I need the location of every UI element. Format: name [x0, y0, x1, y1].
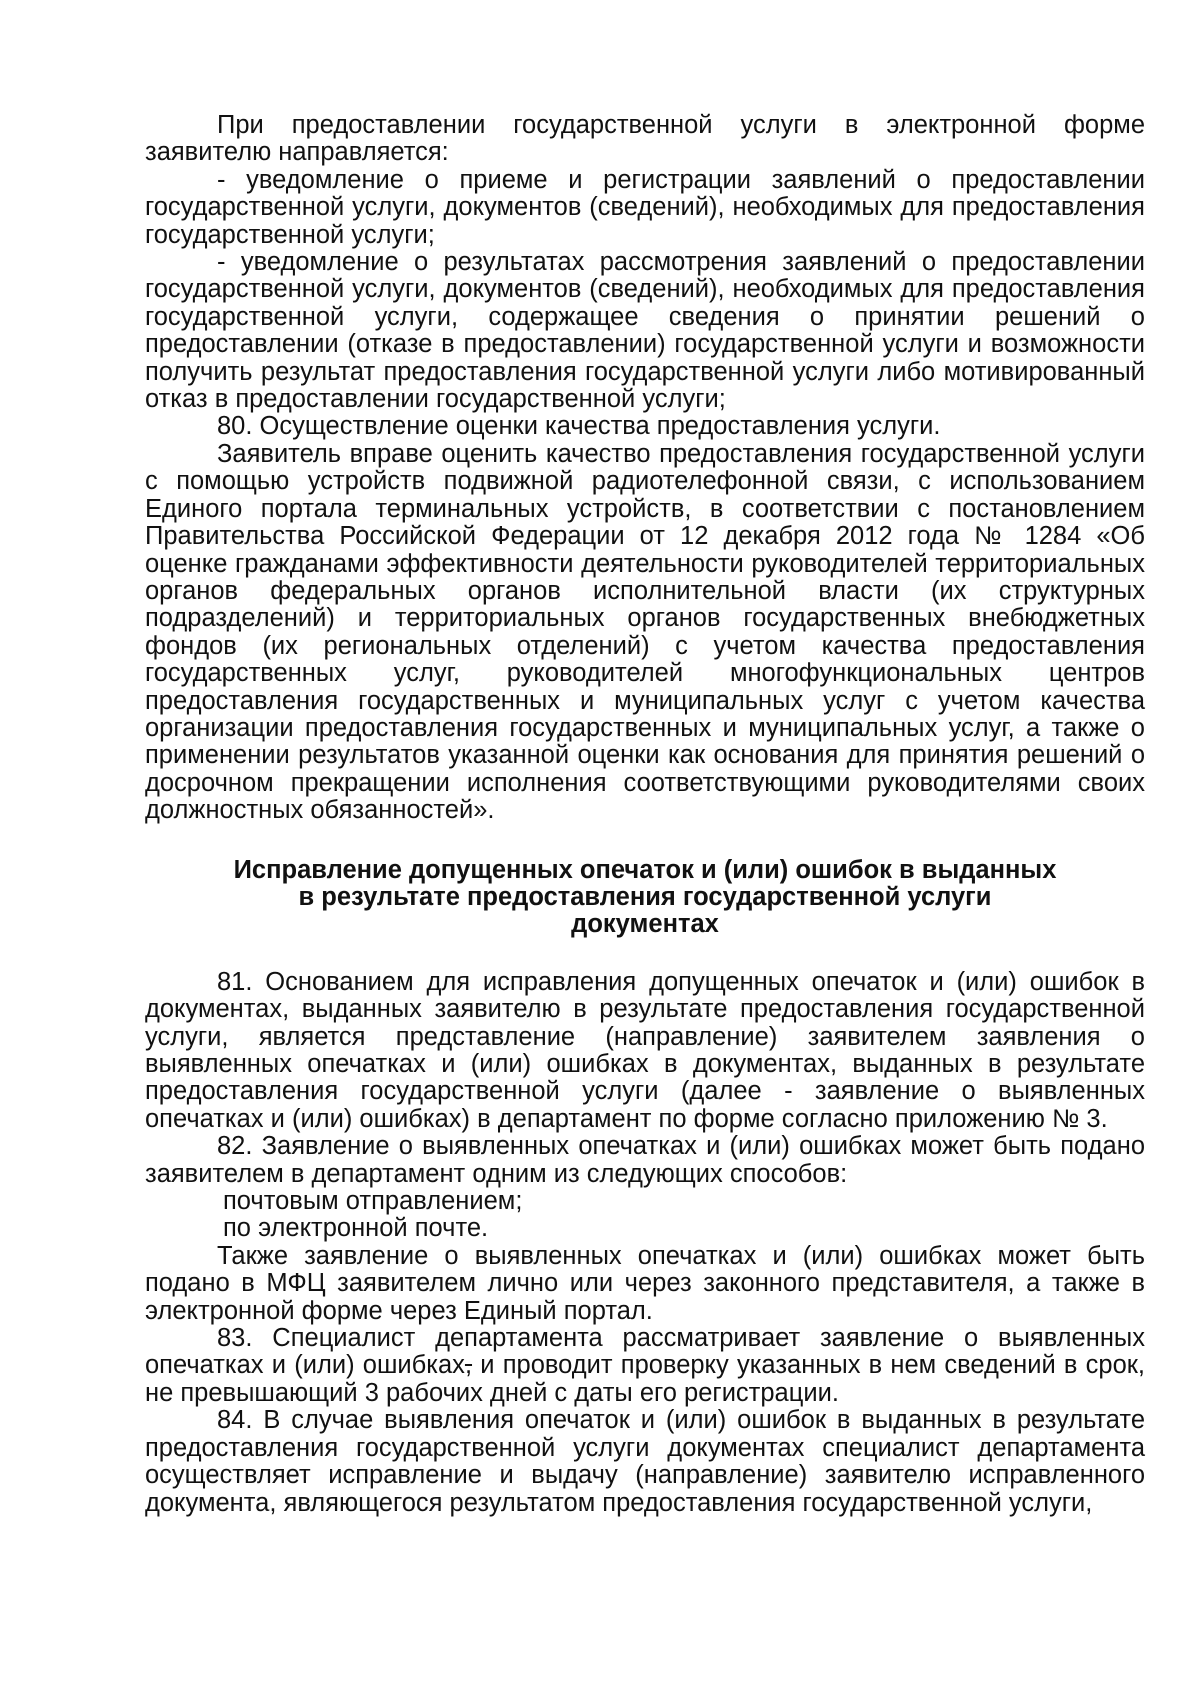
- section-heading-line-3: документах: [571, 910, 719, 939]
- section-heading-line-1: Исправление допущенных опечаток и (или) ошибок в выданных: [233, 855, 1057, 884]
- item-83-text-start: 83. Специалист департамента рассматривает заявление о выявленных опечатках и (или) ошибках: [145, 1324, 1145, 1380]
- paragraph-intro: При предоставлении государственной услуги в электронной форме заявителю направляется:: [145, 111, 1145, 167]
- paragraph-item-82-extra: Также заявление о выявленных опечатках и (или) ошибках может быть подано в МФЦ заявителем лично или через законного представителя, а также в электронной форме через Единый портал.: [145, 1241, 1145, 1325]
- item-83-struck-comma: ,: [464, 1351, 473, 1380]
- paragraph-item-83: [145, 1325, 1145, 1407]
- paragraph-item-82: 82. Заявление о выявленных опечатках и (или) ошибках может быть подано заявителем в департамент одним из следующих способов:: [145, 1132, 1145, 1188]
- paragraph-notice-reception: - уведомление о приеме и регистрации заявлений о предоставлении государственной услуги, документов (сведений), необходимых для предоставления государственной услуги;: [145, 165, 1145, 249]
- paragraph-notice-results: - уведомление о результатах рассмотрения заявлений о предоставлении государственной услуги, документов (сведений), необходимых для предоставления государственной услуги, содержащее сведения о принятии решений о предоставлении (отказе в предоставлении) государственной услуги и возможности получить результат предоставления государственной услуги либо мотивированный отказ в предоставлении государственной услуги;: [145, 248, 1145, 414]
- paragraph-item-84: 84. В случае выявления опечаток и (или) ошибок в выданных в результате предоставления государственной услуги документах специалист департамента осуществляет исправление и выдачу (направление) заявителю исправленного документа, являющегося результатом предоставления государственной услуги,: [145, 1406, 1145, 1517]
- method-postal: почтовым отправлением;: [223, 1187, 523, 1216]
- paragraph-item-81: 81. Основанием для исправления допущенных опечаток и (или) ошибок в документах, выданных заявителю в результате предоставления государственной услуги, является представление (направление) заявителем заявления о выявленных опечатках и (или) ошибках в документах, выданных в результате предоставления государственной услуги (далее - заявление о выявленных опечатках и (или) ошибках) в департамент по форме согласно приложению № 3.: [145, 967, 1145, 1133]
- paragraph-item-80: 80. Осуществление оценки качества предоставления услуги.: [217, 412, 941, 441]
- item-83-text-end: и проводит проверку указанных в нем сведений в срок, не превышающий 3 рабочих дней с даты его регистрации.: [145, 1351, 1146, 1407]
- section-heading-line-2: в результате предоставления государственной услуги: [298, 882, 992, 911]
- paragraph-item-80-text: Заявитель вправе оценить качество предоставления государственной услуги с помощью устройств подвижной радиотелефонной связи, с использованием Единого портала терминальных устройств, в соответствии с постановлением Правительства Российской Федерации от 12 декабря 2012 года № 1284 «Об оценке гражданами эффективности деятельности руководителей территориальных органов федеральных органов исполнительной власти (их структурных подразделений) и территориальных органов государственных внебюджетных фондов (их региональных отделений) с учетом качества предоставления государственных услуг, руководителей многофункциональных центров предоставления государственных и муниципальных услуг с учетом качества организации предоставления государственных и муниципальных услуг, а также о применении результатов указанной оценки как основания для принятия решений о досрочном прекращении исполнения соответствующими руководителями своих должностных обязанностей».: [145, 439, 1145, 825]
- section-heading: [145, 857, 1145, 939]
- document-page: [145, 112, 1145, 1517]
- method-email: по электронной почте.: [223, 1214, 489, 1243]
